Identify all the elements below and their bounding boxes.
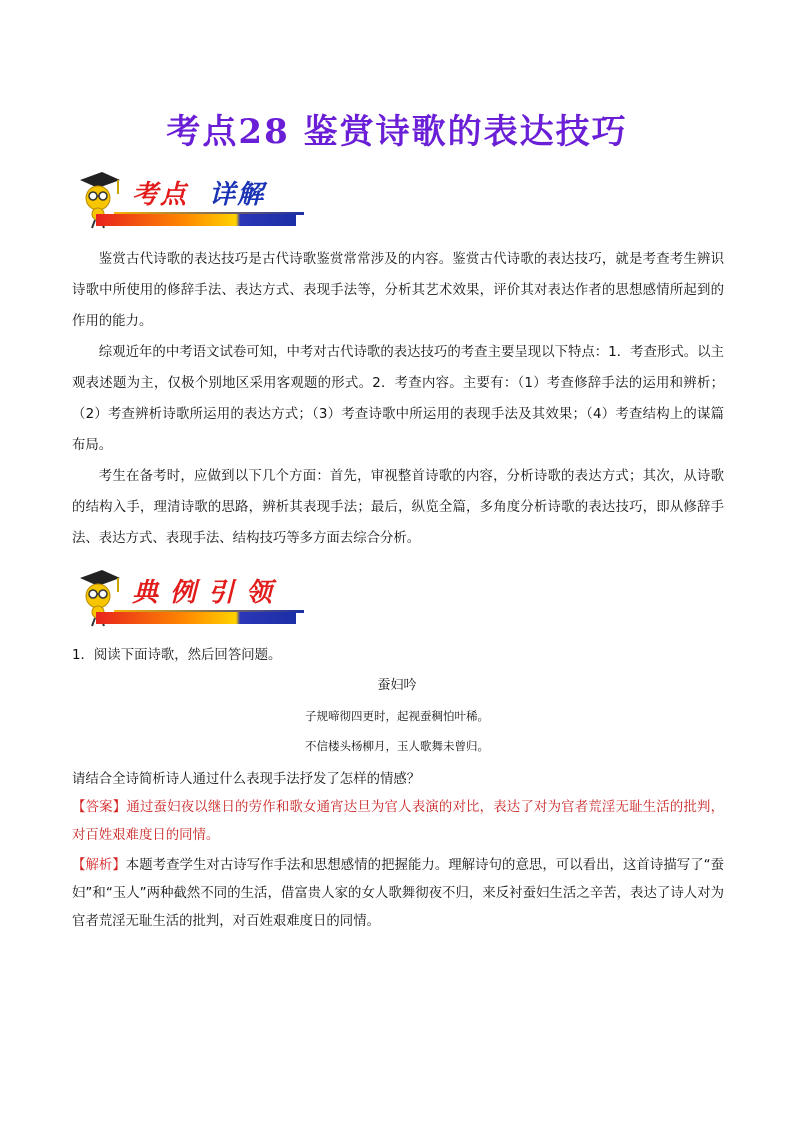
paragraph-1: 鉴赏古代诗歌的表达技巧是古代诗歌鉴赏常常涉及的内容。鉴赏古代诗歌的表达技巧，就是考查考生辨识诗歌中所使用的修辞手法、表达方式、表现手法等，分析其艺术效果，评价其对表达作者的思想感情所起到的作用的能力。	[72, 252, 724, 329]
banner-bar	[96, 214, 296, 226]
poem-title: 蚕妇吟	[377, 678, 417, 693]
analysis-tag: 【解析】	[72, 858, 126, 873]
section-label-text: 典例引领	[132, 578, 285, 608]
paragraph-3: 考生在备考时，应做到以下几个方面：首先，审视整首诗歌的内容，分析诗歌的表达方式；其次，从诗歌的结构入手，理清诗歌的思路，辨析其表现手法；最后，纵览全篇，多角度分析诗歌的表达技巧，即从修辞手法、表达方式、表现手法、结构技巧等多方面去综合分析。	[72, 469, 724, 546]
section-label-part2: 详解	[209, 180, 266, 210]
analysis-text: 本题考查学生对古诗写作手法和思想感情的把握能力。理解诗句的意思，可以看出，这首诗描写了“蚕妇”和“玉人”两种截然不同的生活，借富贵人家的女人歌舞彻夜不归，来反衬蚕妇生活之辛苦，表达了诗人对为官者荒淫无耻生活的批判，对百姓艰难度日的同情。	[72, 858, 725, 929]
section-label-part1: 考点	[132, 180, 189, 210]
analysis-block	[72, 852, 724, 936]
poem-line-2: 不信楼头杨柳月，玉人歌舞未曾归。	[305, 739, 489, 753]
poem-line-1: 子规啼彻四更时，起视蚕稠怕叶稀。	[305, 709, 489, 723]
section-banner-examples	[74, 566, 304, 628]
paragraph-2: 综观近年的中考语文试卷可知，中考对古代诗歌的表达技巧的考查主要呈现以下特点：1．考查形式。以主观表述题为主，仅极个别地区采用客观题的形式。2．考查内容。主要有：（1）考查修辞手法的运用和辨析；（2）考查辨析诗歌所运用的表达方式；（3）考查诗歌中所运用的表现手法及其效果；（4）考查结构上的谋篇布局。	[72, 345, 724, 453]
section-label	[132, 572, 284, 609]
question-prompt: 请结合全诗简析诗人通过什么表现手法抒发了怎样的情感？	[72, 772, 421, 787]
answer-text: 通过蚕妇夜以继日的劳作和歌女通宵达旦为官人表演的对比，表达了对为官者荒淫无耻生活的批判，对百姓艰难度日的同情。	[72, 800, 725, 843]
section-label	[132, 174, 265, 211]
answer-tag: 【答案】	[72, 800, 127, 815]
answer-block	[72, 794, 724, 850]
banner-bar	[96, 612, 296, 624]
page-title: 考点28 鉴赏诗歌的表达技巧	[166, 112, 628, 152]
section-banner-key-points	[74, 168, 304, 230]
question-intro: 1．阅读下面诗歌，然后回答问题。	[72, 648, 282, 663]
